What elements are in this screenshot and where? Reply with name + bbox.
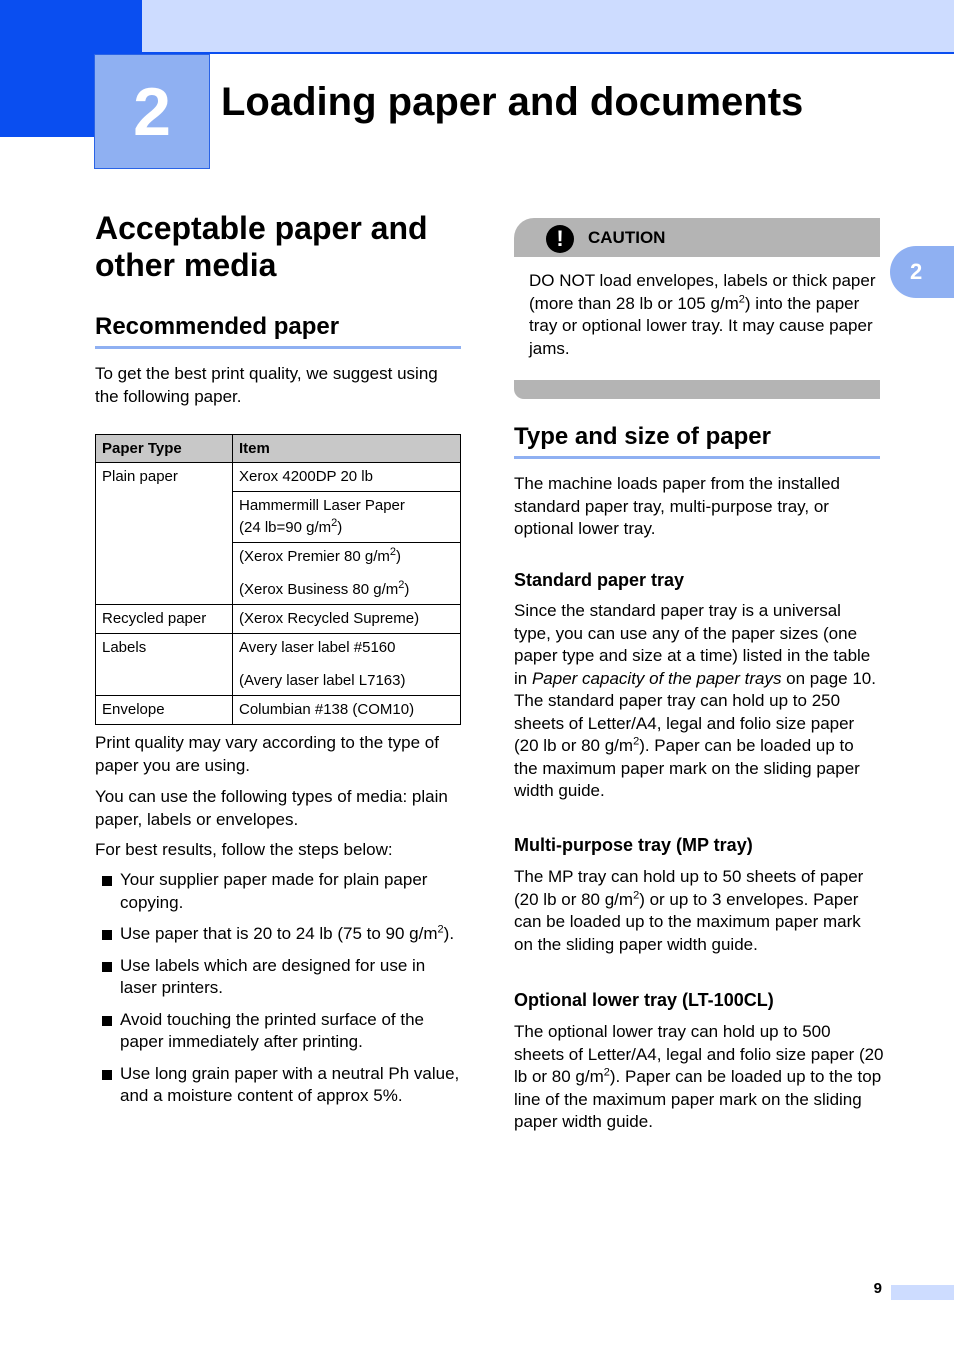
paragraph: You can use the following types of media: plain paper, labels or envelopes. (95, 787, 448, 829)
table-row (96, 463, 461, 492)
list-item: Use labels which are designed for use in laser printers. (100, 955, 465, 1000)
recommended-intro: To get the best print quality, we suggest using the following paper. (95, 364, 438, 406)
table-cell-item (233, 543, 461, 605)
heading-rule (514, 456, 880, 459)
table-row (96, 634, 461, 696)
type-size-heading: Type and size of paper (514, 423, 771, 450)
table-cell-type: Envelope (96, 696, 233, 725)
caution-footer (514, 380, 880, 399)
item-line: Hammermill Laser Paper (239, 497, 405, 514)
mp-tray-text: The MP tray can hold up to 50 sheets of paper (20 lb or 80 $g/m^2$) or up to 3 envelopes. Paper can be loaded up to the maximum paper mark on the sliding paper width guide. (514, 867, 864, 954)
header-band (0, 0, 954, 52)
table-cell-item: Columbian #138 (COM10) (233, 696, 461, 725)
heading-rule (95, 346, 461, 349)
list-item: Use long grain paper with a neutral Ph value, and a moisture content of approx 5%. (100, 1063, 465, 1108)
paper-table (95, 434, 461, 725)
mp-tray-heading: Multi-purpose tray (MP tray) (514, 835, 753, 855)
table-row (96, 605, 461, 634)
table-cell-item: Xerox 4200DP 20 lb (233, 463, 461, 492)
tips-list (100, 869, 465, 1117)
page-number: 9 (873, 1280, 882, 1297)
item-line: (Xerox Business 80 $g/m^2$) (239, 579, 410, 598)
chapter-title: Loading paper and documents (221, 80, 804, 124)
caution-label: CAUTION (588, 228, 666, 247)
recommended-paper-heading: Recommended paper (95, 313, 340, 340)
table-cell-item: (Xerox Recycled Supreme) (233, 605, 461, 634)
bullet-icon (102, 1070, 112, 1080)
item-line: Avery laser label #5160 (239, 639, 396, 656)
bullet-icon (102, 1016, 112, 1026)
paragraph: For best results, follow the steps below: (95, 840, 393, 859)
item-line: (24 lb=90 $g/m^2$) (239, 517, 343, 536)
chapter-number: 2 (94, 54, 210, 169)
table-cell-type: Recycled paper (96, 605, 233, 634)
optional-tray-text: The optional lower tray can hold up to 500 sheets of Letter/A4, legal and folio size paper (20 lb or 80 $g/m^2$). Paper can be loaded up to the top line of the maximum paper mark on the sliding paper width guide. (514, 1022, 884, 1131)
list-item: Use paper that is 20 to 24 lb (75 to 90 $g/m^2$). (100, 923, 465, 946)
paragraph: Print quality may vary according to the type of paper you are using. (95, 733, 439, 775)
item-line: (Avery laser label L7163) (239, 672, 406, 689)
bullet-icon (102, 962, 112, 972)
list-item: Avoid touching the printed surface of the paper immediately after printing. (100, 1009, 465, 1054)
list-item: Your supplier paper made for plain paper copying. (100, 869, 465, 914)
table-cell-type: Plain paper (96, 463, 233, 605)
caution-text: DO NOT load envelopes, labels or thick paper (more than 28 lb or 105 $g/m^2$) into the paper tray or optional lower tray. It may cause paper jams. (529, 271, 876, 358)
chapter-side-tab[interactable]: 2 (890, 246, 954, 298)
table-header-row (96, 435, 461, 463)
header-rule (142, 52, 954, 54)
type-size-intro: The machine loads paper from the installed standard paper tray, multi-purpose tray, or optional lower tray. (514, 474, 841, 538)
optional-tray-heading: Optional lower tray (LT-100CL) (514, 990, 774, 1010)
table-cell-type: Labels (96, 634, 233, 696)
table-cell-item (233, 634, 461, 696)
table-cell-item (233, 492, 461, 543)
item-line: (Xerox Premier 80 $g/m^2$) (239, 546, 402, 565)
exclamation-icon: ! (546, 225, 574, 253)
table-header: Paper Type (96, 435, 233, 463)
standard-tray-text: Since the standard paper tray is a universal type, you can use any of the paper sizes (one paper type and size at a time) listed in the table in Paper capacity of the paper trays on page 10. The standard paper tray can hold up to 250 sheets of Letter/A4, legal and folio size paper (20 lb or 80 $g/m^2$). Paper can be loaded up to the maximum paper mark on the sliding paper width guide. (514, 601, 876, 800)
standard-tray-heading: Standard paper tray (514, 570, 685, 590)
table-header: Item (233, 435, 461, 463)
bullet-icon (102, 930, 112, 940)
bullet-icon (102, 876, 112, 886)
footer-bar (891, 1285, 954, 1300)
table-row (96, 696, 461, 725)
section-title: Acceptable paper and other media (95, 210, 428, 283)
cross-reference[interactable]: Paper capacity of the paper trays (531, 668, 782, 688)
